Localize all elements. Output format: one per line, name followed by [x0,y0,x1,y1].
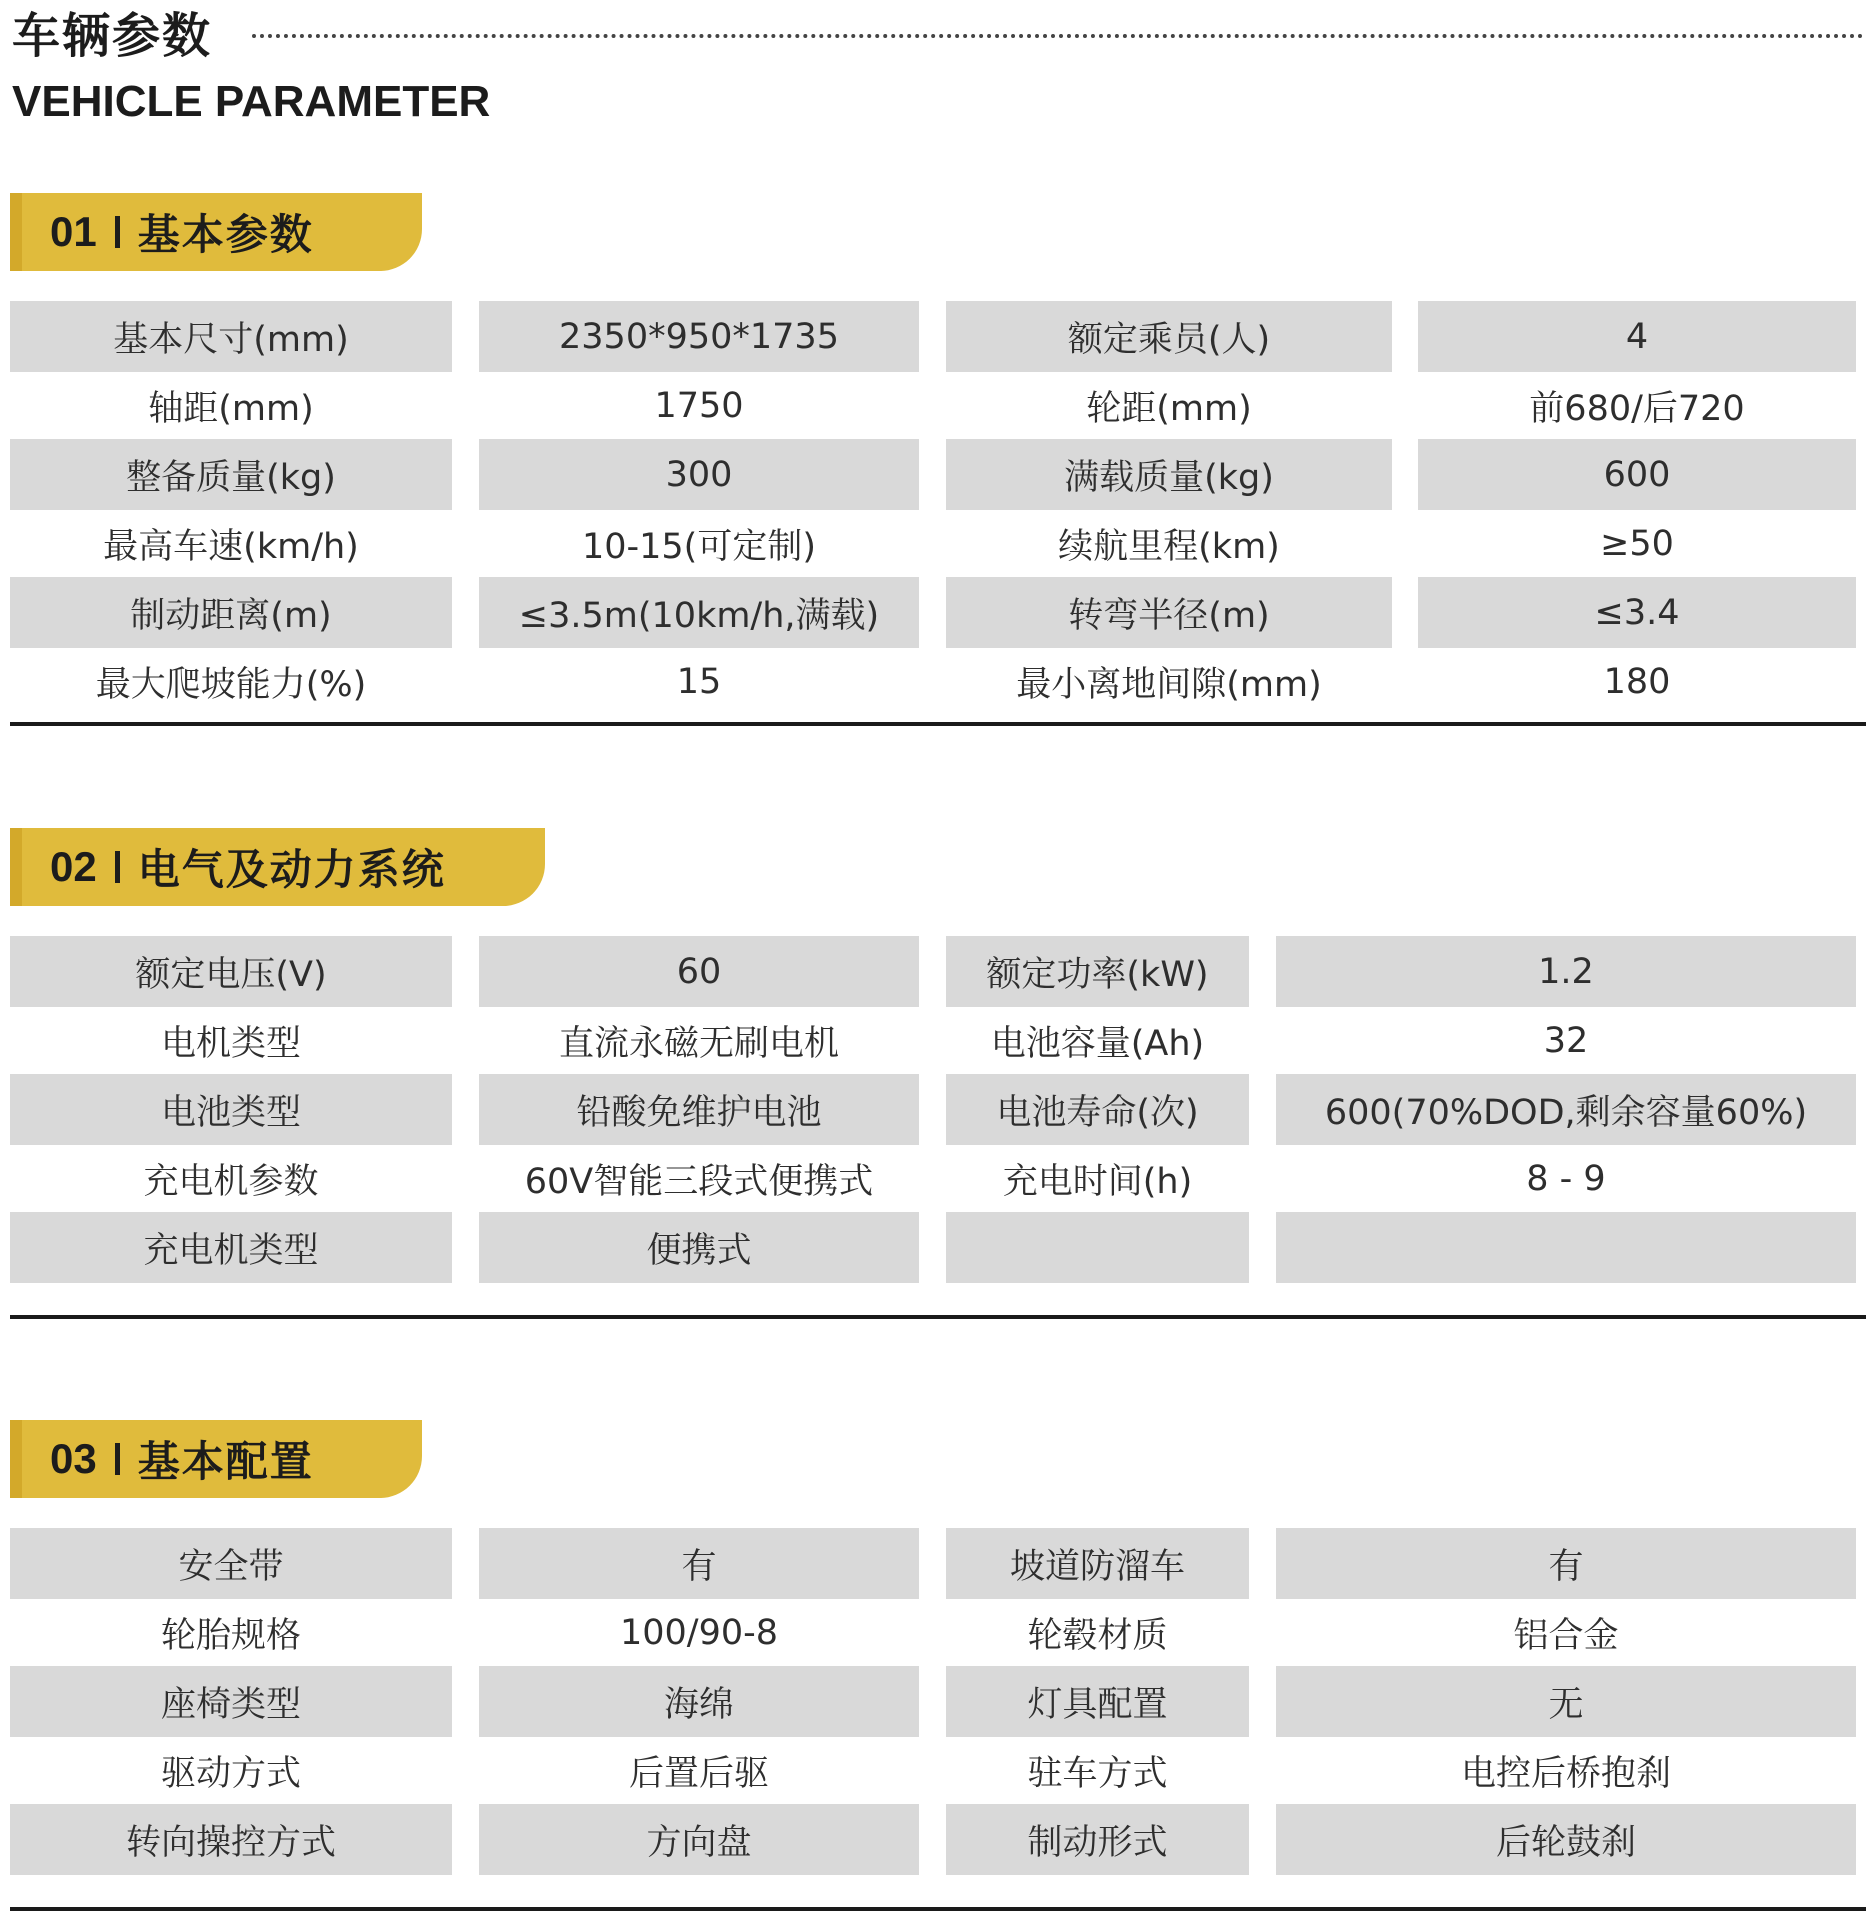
param-label: 安全带 [10,1528,452,1599]
param-value: 无 [1276,1666,1856,1737]
param-value: 15 [676,661,722,702]
param-value: ≥50 [1600,523,1674,564]
param-label: 驻车方式 [1027,1753,1168,1794]
param-label: 电池寿命(次) [946,1074,1249,1145]
title-dotted-divider [252,34,1864,38]
param-label: 轴距(mm) [148,388,314,429]
param-value: 电控后桥抱刹 [1460,1753,1671,1794]
param-value: 600(70%DOD,剩余容量60%) [1276,1074,1856,1145]
section-number: 02 [50,843,97,890]
param-value: 600 [1418,439,1856,510]
param-label: 转弯半径(m) [946,577,1392,648]
section-tag [10,1420,422,1498]
table-row [0,577,1869,646]
table-row [0,1005,1869,1074]
param-label: 制动距离(m) [10,577,452,648]
table-row [0,936,1869,1005]
param-value: 60 [479,936,919,1007]
section-tag-separator [115,851,120,883]
section-title: 基本参数 [137,210,314,259]
param-label: 额定乘员(人) [946,301,1392,372]
param-value: ≤3.5m(10km/h,满载) [479,577,919,648]
param-label: 电池容量(Ah) [990,1023,1205,1064]
param-label: 驱动方式 [160,1753,301,1794]
table-row [0,1212,1869,1281]
section-title: 电气及动力系统 [137,845,446,894]
param-value: 1750 [654,385,744,426]
section-bottom-rule [10,722,1866,726]
param-value: 铅酸免维护电池 [479,1074,919,1145]
section-tag [10,193,422,271]
param-value: 180 [1603,661,1671,702]
param-label: 额定功率(kW) [946,936,1249,1007]
spec-table [0,1528,1869,1873]
param-value: 1.2 [1276,936,1856,1007]
param-value: 2350*950*1735 [479,301,919,372]
section-bottom-rule [10,1315,1866,1319]
param-value: 10-15(可定制) [581,526,816,567]
table-row [0,439,1869,508]
table-row [0,1666,1869,1735]
param-label: 轮胎规格 [160,1615,301,1656]
table-row [0,301,1869,370]
param-value: 有 [1276,1528,1856,1599]
param-label: 最大爬坡能力(%) [95,664,367,705]
param-label: 最高车速(km/h) [103,526,359,567]
table-row [0,370,1869,439]
param-label: 电池类型 [10,1074,452,1145]
param-label: 轮毂材质 [1027,1615,1168,1656]
param-label: 灯具配置 [946,1666,1249,1737]
param-value: 便携式 [479,1212,919,1283]
param-label: 制动形式 [946,1804,1249,1875]
param-label: 充电时间(h) [1002,1161,1193,1202]
param-value: 300 [479,439,919,510]
table-row [0,508,1869,577]
param-value: 直流永磁无刷电机 [558,1023,839,1064]
param-value: 铝合金 [1513,1615,1619,1656]
param-label: 充电机参数 [143,1161,319,1202]
param-value: 后置后驱 [628,1753,769,1794]
section-number: 01 [50,208,97,255]
page-header [0,0,1869,130]
param-value: ≤3.4 [1418,577,1856,648]
table-row [0,1804,1869,1873]
page-title-cn: 车辆参数 [12,8,213,64]
page-title-en: VEHICLE PARAMETER [12,77,491,126]
table-row [0,1528,1869,1597]
param-value: 4 [1418,301,1856,372]
param-label: 最小离地间隙(mm) [1016,664,1322,705]
param-value: 有 [479,1528,919,1599]
param-label: 轮距(mm) [1086,388,1252,429]
param-value [1276,1212,1856,1283]
param-value: 100/90-8 [619,1612,779,1653]
param-value: 前680/后720 [1529,388,1745,429]
param-label [946,1212,1249,1283]
param-label: 充电机类型 [10,1212,452,1283]
section-bottom-rule [10,1907,1866,1911]
table-row [0,1074,1869,1143]
table-row [0,646,1869,715]
table-row [0,1597,1869,1666]
param-label: 基本尺寸(mm) [10,301,452,372]
param-label: 电机类型 [160,1023,301,1064]
section-title: 基本配置 [137,1437,314,1486]
param-label: 转向操控方式 [10,1804,452,1875]
param-value: 海绵 [479,1666,919,1737]
table-row [0,1143,1869,1212]
param-label: 额定电压(V) [10,936,452,1007]
param-value: 后轮鼓刹 [1276,1804,1856,1875]
param-label: 满载质量(kg) [946,439,1392,510]
section-tag-separator [115,216,120,248]
section-tag-separator [115,1443,120,1475]
param-value: 60V智能三段式便携式 [524,1161,874,1202]
spec-table [0,301,1869,715]
param-label: 坡道防溜车 [946,1528,1249,1599]
param-value: 32 [1543,1020,1589,1061]
param-label: 座椅类型 [10,1666,452,1737]
spec-table [0,936,1869,1281]
param-value: 方向盘 [479,1804,919,1875]
section-number: 03 [50,1435,97,1482]
param-label: 整备质量(kg) [10,439,452,510]
section-tag [10,828,545,906]
param-label: 续航里程(km) [1058,526,1280,567]
param-value: 8 - 9 [1526,1158,1606,1199]
table-row [0,1735,1869,1804]
